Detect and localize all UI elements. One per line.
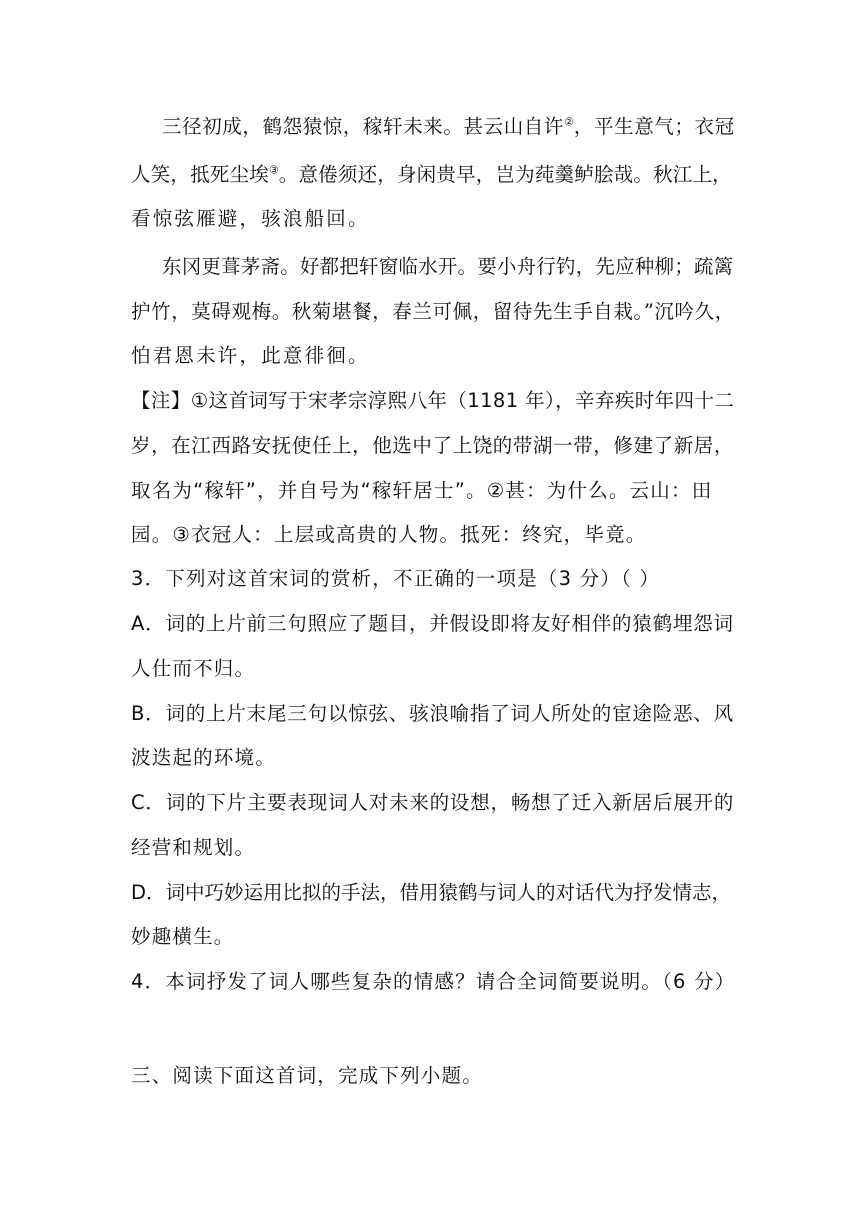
poem-text: 三径初成，鹤怨猿惊，稼轩未来。甚云山自许	[162, 115, 565, 138]
question3-option-d-line2: 妙趣横生。	[131, 925, 235, 948]
notes-line1: 【注】①这首词写于宋孝宗淳熙八年（1181 年），辛弃疾时年四十二	[131, 389, 735, 412]
question3-option-b-line2: 波迭起的环境。	[131, 746, 276, 769]
poem-text: ，平生意气；衣冠	[573, 115, 735, 138]
notes-line4: 园。③衣冠人：上层或高贵的人物。抵死：终究，毕竟。	[131, 523, 647, 546]
notes-line2: 岁，在江西路安抚使任上，他选中了上饶的带湖一带，修建了新居，	[131, 434, 735, 457]
poem-stanza2-line1: 东冈更葺茅斋。好都把轩窗临水开。要小舟行钓，先应种柳；疏篱	[162, 255, 734, 278]
question3-option-b-line1: B．词的上片末尾三句以惊弦、骇浪喻指了词人所处的宦途险恶、风	[131, 702, 734, 725]
question4-stem: 4．本词抒发了词人哪些复杂的情感？请合全词简要说明。（6 分）	[131, 970, 736, 993]
poem-stanza2-line3: 怕君恩未许，此意徘徊。	[131, 344, 370, 367]
question3-stem: 3．下列对这首宋词的赏析，不正确的一项是（3 分）（ ）	[131, 567, 661, 590]
poem-stanza1-line1	[162, 114, 735, 140]
question3-option-c-line2: 经营和规划。	[131, 836, 256, 859]
question3-option-c-line1: C．词的下片主要表现词人对未来的设想，畅想了迁入新居后展开的	[131, 791, 735, 814]
question3-option-a-line1: A．词的上片前三句照应了题目，并假设即将友好相伴的猿鹤埋怨词	[131, 612, 734, 635]
footnote-marker-3: ③	[268, 163, 279, 177]
question3-option-d-line1: D．词中巧妙运用比拟的手法，借用猿鹤与词人的对话代为抒发情志，	[131, 881, 732, 904]
poem-text: 。意倦须还，身闲贵早，岂为莼羹鲈脍哉。秋江上，	[278, 163, 732, 186]
poem-text: 人笑，抵死尘埃	[131, 163, 269, 186]
poem-stanza1-line3: 看惊弦雁避，骇浪船回。	[131, 207, 370, 230]
question3-option-a-line2: 人仕而不归。	[131, 657, 256, 680]
poem-stanza1-line2	[131, 162, 732, 188]
section3-heading: 三、阅读下面这首词，完成下列小题。	[131, 1064, 483, 1087]
notes-line3: 取名为“稼轩”，并自号为“稼轩居士”。②甚：为什么。云山：田	[131, 479, 713, 502]
poem-stanza2-line2: 护竹，莫碍观梅。秋菊堪餐，春兰可佩，留待先生手自栽。”沉吟久，	[131, 300, 735, 323]
footnote-marker-2: ②	[564, 115, 574, 129]
